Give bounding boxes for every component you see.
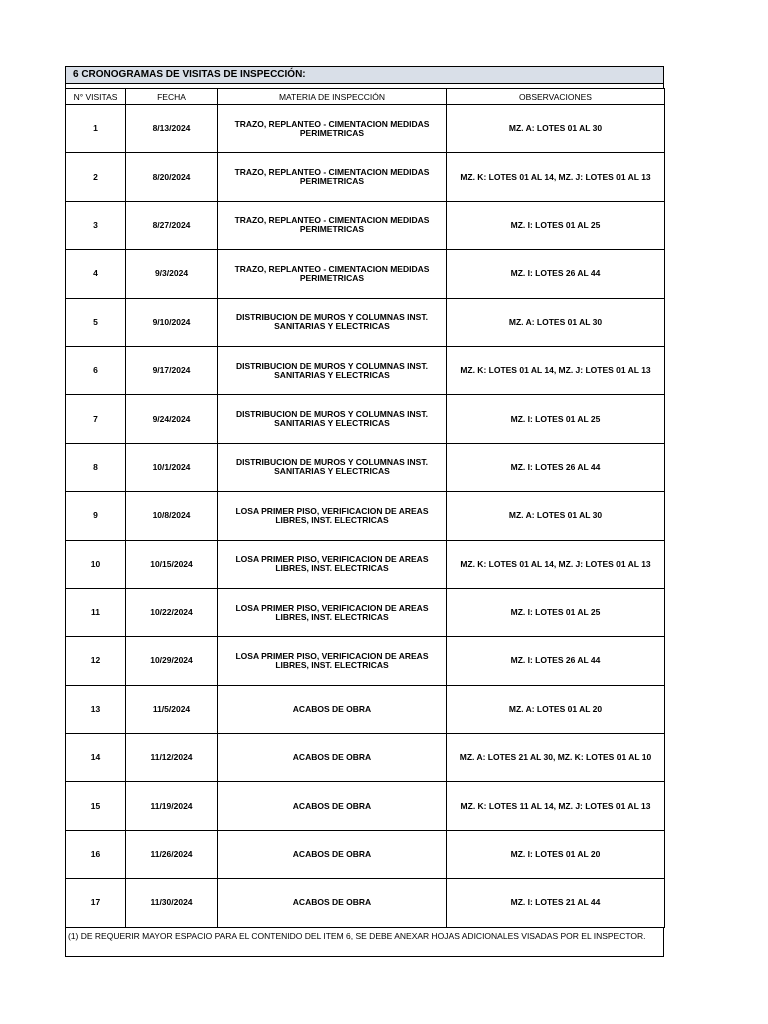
table-row xyxy=(66,153,665,201)
table-row xyxy=(66,298,665,346)
date-cell: 9/24/2024 xyxy=(126,395,218,443)
inspection-subject-cell: TRAZO, REPLANTEO - CIMENTACION MEDIDAS PERIMETRICAS xyxy=(218,105,447,153)
date-cell: 9/3/2024 xyxy=(126,250,218,298)
date-cell: 8/13/2024 xyxy=(126,105,218,153)
visit-number-cell: 8 xyxy=(66,443,126,491)
table-row xyxy=(66,105,665,153)
observations-cell: MZ. K: LOTES 11 AL 14, MZ. J: LOTES 01 AL 13 xyxy=(447,782,665,830)
observations-cell: MZ. I: LOTES 21 AL 44 xyxy=(447,879,665,927)
table-row xyxy=(66,830,665,878)
table-row xyxy=(66,395,665,443)
visit-number-cell: 17 xyxy=(66,879,126,927)
date-cell: 11/12/2024 xyxy=(126,734,218,782)
visit-number-cell: 10 xyxy=(66,540,126,588)
visit-number-cell: 5 xyxy=(66,298,126,346)
observations-cell: MZ. A: LOTES 01 AL 30 xyxy=(447,105,665,153)
date-cell: 11/19/2024 xyxy=(126,782,218,830)
header-visit-number: N° VISITAS xyxy=(66,89,126,105)
inspection-subject-cell: TRAZO, REPLANTEO - CIMENTACION MEDIDAS PERIMETRICAS xyxy=(218,250,447,298)
date-cell: 10/1/2024 xyxy=(126,443,218,491)
visit-number-cell: 6 xyxy=(66,346,126,394)
date-cell: 10/15/2024 xyxy=(126,540,218,588)
inspection-subject-cell: ACABOS DE OBRA xyxy=(218,782,447,830)
date-cell: 10/22/2024 xyxy=(126,588,218,636)
observations-cell: MZ. I: LOTES 01 AL 25 xyxy=(447,395,665,443)
date-cell: 8/27/2024 xyxy=(126,201,218,249)
inspection-subject-cell: DISTRIBUCION DE MUROS Y COLUMNAS INST. SANITARIAS Y ELECTRICAS xyxy=(218,395,447,443)
visit-number-cell: 12 xyxy=(66,637,126,685)
date-cell: 9/10/2024 xyxy=(126,298,218,346)
observations-cell: MZ. A: LOTES 01 AL 20 xyxy=(447,685,665,733)
inspection-subject-cell: DISTRIBUCION DE MUROS Y COLUMNAS INST. SANITARIAS Y ELECTRICAS xyxy=(218,346,447,394)
date-cell: 10/8/2024 xyxy=(126,492,218,540)
table-row xyxy=(66,637,665,685)
visit-number-cell: 1 xyxy=(66,105,126,153)
date-cell: 10/29/2024 xyxy=(126,637,218,685)
inspection-subject-cell: LOSA PRIMER PISO, VERIFICACION DE AREAS LIBRES, INST. ELECTRICAS xyxy=(218,540,447,588)
visit-number-cell: 9 xyxy=(66,492,126,540)
observations-cell: MZ. I: LOTES 01 AL 20 xyxy=(447,830,665,878)
visit-number-cell: 3 xyxy=(66,201,126,249)
schedule-table xyxy=(65,88,665,928)
table-row xyxy=(66,540,665,588)
header-row xyxy=(66,89,665,105)
observations-cell: MZ. K: LOTES 01 AL 14, MZ. J: LOTES 01 AL 13 xyxy=(447,540,665,588)
observations-cell: MZ. A: LOTES 21 AL 30, MZ. K: LOTES 01 AL 10 xyxy=(447,734,665,782)
visit-number-cell: 15 xyxy=(66,782,126,830)
table-row xyxy=(66,879,665,927)
date-cell: 11/30/2024 xyxy=(126,879,218,927)
table-row xyxy=(66,734,665,782)
observations-cell: MZ. A: LOTES 01 AL 30 xyxy=(447,298,665,346)
date-cell: 11/5/2024 xyxy=(126,685,218,733)
observations-cell: MZ. I: LOTES 01 AL 25 xyxy=(447,201,665,249)
visit-number-cell: 16 xyxy=(66,830,126,878)
table-row xyxy=(66,443,665,491)
date-cell: 9/17/2024 xyxy=(126,346,218,394)
inspection-subject-cell: ACABOS DE OBRA xyxy=(218,879,447,927)
observations-cell: MZ. K: LOTES 01 AL 14, MZ. J: LOTES 01 AL 13 xyxy=(447,346,665,394)
observations-cell: MZ. I: LOTES 26 AL 44 xyxy=(447,637,665,685)
inspection-subject-cell: TRAZO, REPLANTEO - CIMENTACION MEDIDAS PERIMETRICAS xyxy=(218,201,447,249)
observations-cell: MZ. A: LOTES 01 AL 30 xyxy=(447,492,665,540)
inspection-schedule-sheet xyxy=(65,66,664,957)
visit-number-cell: 2 xyxy=(66,153,126,201)
inspection-subject-cell: ACABOS DE OBRA xyxy=(218,830,447,878)
date-cell: 11/26/2024 xyxy=(126,830,218,878)
section-title: 6 CRONOGRAMAS DE VISITAS DE INSPECCIÓN: xyxy=(65,66,664,84)
footnote: (1) DE REQUERIR MAYOR ESPACIO PARA EL CONTENIDO DEL ITEM 6, SE DEBE ANEXAR HOJAS ADICIONALES VISADAS POR EL INSPECTOR. xyxy=(65,928,664,957)
visit-number-cell: 4 xyxy=(66,250,126,298)
inspection-subject-cell: ACABOS DE OBRA xyxy=(218,734,447,782)
table-row xyxy=(66,782,665,830)
table-row xyxy=(66,250,665,298)
table-row xyxy=(66,201,665,249)
header-inspection-subject: MATERIA DE INSPECCIÓN xyxy=(218,89,447,105)
header-date: FECHA xyxy=(126,89,218,105)
visit-number-cell: 11 xyxy=(66,588,126,636)
header-observations: OBSERVACIONES xyxy=(447,89,665,105)
observations-cell: MZ. K: LOTES 01 AL 14, MZ. J: LOTES 01 AL 13 xyxy=(447,153,665,201)
table-row xyxy=(66,492,665,540)
table-row xyxy=(66,588,665,636)
date-cell: 8/20/2024 xyxy=(126,153,218,201)
inspection-subject-cell: LOSA PRIMER PISO, VERIFICACION DE AREAS LIBRES, INST. ELECTRICAS xyxy=(218,637,447,685)
observations-cell: MZ. I: LOTES 26 AL 44 xyxy=(447,443,665,491)
observations-cell: MZ. I: LOTES 01 AL 25 xyxy=(447,588,665,636)
inspection-subject-cell: ACABOS DE OBRA xyxy=(218,685,447,733)
inspection-subject-cell: LOSA PRIMER PISO, VERIFICACION DE AREAS LIBRES, INST. ELECTRICAS xyxy=(218,492,447,540)
visit-number-cell: 13 xyxy=(66,685,126,733)
visit-number-cell: 14 xyxy=(66,734,126,782)
table-row xyxy=(66,346,665,394)
inspection-subject-cell: DISTRIBUCION DE MUROS Y COLUMNAS INST. SANITARIAS Y ELECTRICAS xyxy=(218,443,447,491)
schedule-rows xyxy=(66,105,665,928)
visit-number-cell: 7 xyxy=(66,395,126,443)
inspection-subject-cell: DISTRIBUCION DE MUROS Y COLUMNAS INST. SANITARIAS Y ELECTRICAS xyxy=(218,298,447,346)
table-row xyxy=(66,685,665,733)
inspection-subject-cell: LOSA PRIMER PISO, VERIFICACION DE AREAS LIBRES, INST. ELECTRICAS xyxy=(218,588,447,636)
observations-cell: MZ. I: LOTES 26 AL 44 xyxy=(447,250,665,298)
inspection-subject-cell: TRAZO, REPLANTEO - CIMENTACION MEDIDAS PERIMETRICAS xyxy=(218,153,447,201)
